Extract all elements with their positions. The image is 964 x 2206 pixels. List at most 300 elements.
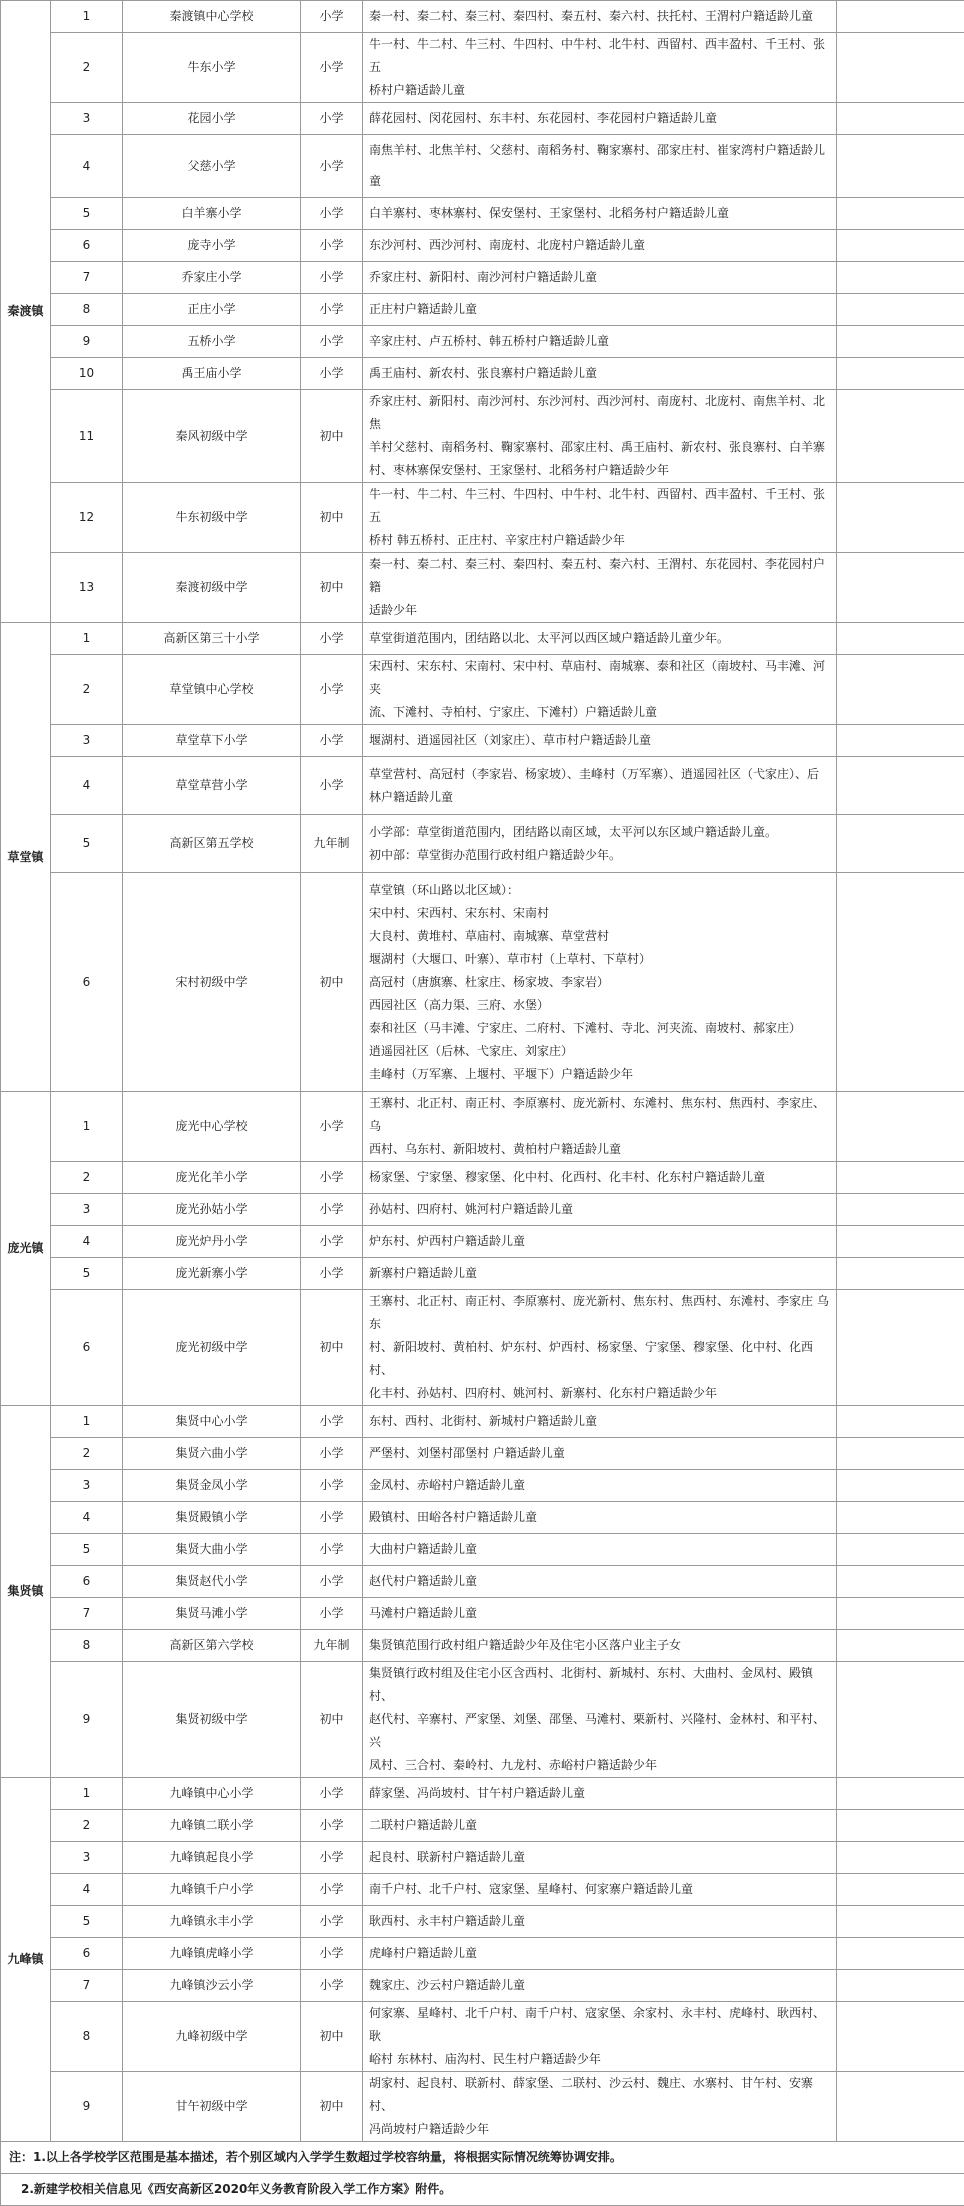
school-level-cell: 小学 <box>301 1470 363 1502</box>
scope-line: 魏家庄、沙云村户籍适龄儿童 <box>369 1970 830 2001</box>
table-row <box>1 294 964 326</box>
school-level-cell: 小学 <box>301 757 363 815</box>
enrollment-scope-cell <box>363 1598 837 1630</box>
school-name-cell: 乔家庄小学 <box>123 262 301 294</box>
row-number-cell: 4 <box>51 1502 123 1534</box>
scope-line: 赵代村、辛寨村、严家堡、刘堡、邵堡、马滩村、栗新村、兴隆村、金林村、和平村、兴 <box>369 1708 830 1754</box>
enrollment-scope-cell <box>363 198 837 230</box>
row-number-cell: 2 <box>51 1810 123 1842</box>
row-number-cell: 3 <box>51 1194 123 1226</box>
row-number-cell: 2 <box>51 1438 123 1470</box>
scope-line: 桥村 韩五桥村、正庄村、辛家庄村户籍适龄少年 <box>369 529 830 552</box>
remarks-cell <box>837 1906 964 1938</box>
enrollment-scope-cell <box>363 1438 837 1470</box>
scope-line: 乔家庄村、新阳村、南沙河村户籍适龄儿童 <box>369 262 830 293</box>
table-row <box>1 1226 964 1258</box>
remarks-cell <box>837 1778 964 1810</box>
remarks-cell <box>837 1438 964 1470</box>
enrollment-scope-cell <box>363 553 837 623</box>
remarks-cell <box>837 553 964 623</box>
scope-line: 殿镇村、田峪各村户籍适龄儿童 <box>369 1502 830 1533</box>
row-number-cell: 9 <box>51 2072 123 2142</box>
table-row <box>1 358 964 390</box>
school-name-cell: 草堂草营小学 <box>123 757 301 815</box>
scope-line: 草堂镇（环山路以北区域）： <box>369 879 830 902</box>
remarks-cell <box>837 757 964 815</box>
enrollment-scope-cell <box>363 390 837 483</box>
enrollment-scope-cell <box>363 757 837 815</box>
scope-line: 集贤镇范围行政村组户籍适龄少年及住宅小区落户业主子女 <box>369 1630 830 1661</box>
school-level-cell: 小学 <box>301 1874 363 1906</box>
scope-line: 牛一村、牛二村、牛三村、牛四村、中牛村、北牛村、西留村、西丰盈村、千王村、张五 <box>369 483 830 529</box>
enrollment-scope-cell <box>363 623 837 655</box>
school-name-cell: 庞光初级中学 <box>123 1290 301 1406</box>
scope-line: 东村、西村、北街村、新城村户籍适龄儿童 <box>369 1406 830 1437</box>
school-level-cell: 初中 <box>301 553 363 623</box>
table-row <box>1 1970 964 2002</box>
remarks-cell <box>837 1534 964 1566</box>
footnote: 2.新建学校相关信息见《西安高新区2020年义务教育阶段入学工作方案》附件。 <box>1 2174 964 2206</box>
school-name-cell: 集贤马滩小学 <box>123 1598 301 1630</box>
enrollment-scope-cell <box>363 1194 837 1226</box>
scope-line: 冯尚坡村户籍适龄少年 <box>369 2118 830 2141</box>
table-row <box>1 198 964 230</box>
remarks-cell <box>837 873 964 1092</box>
row-number-cell: 8 <box>51 1630 123 1662</box>
school-level-cell: 小学 <box>301 1 363 33</box>
scope-line: 大曲村户籍适龄儿童 <box>369 1534 830 1565</box>
row-number-cell: 5 <box>51 1258 123 1290</box>
enrollment-scope-cell <box>363 873 837 1092</box>
scope-line: 宋中村、宋西村、宋东村、宋南村 <box>369 902 830 925</box>
scope-line: 小学部：草堂街道范围内，团结路以南区域，太平河以东区域户籍适龄儿童。 <box>369 821 830 844</box>
scope-line: 堰湖村、逍遥园社区（刘家庄）、草市村户籍适龄儿童 <box>369 725 830 756</box>
enrollment-scope-cell <box>363 262 837 294</box>
school-level-cell: 小学 <box>301 1842 363 1874</box>
scope-line: 胡家村、起良村、联新村、薛家堡、二联村、沙云村、魏庄、水寨村、甘午村、安寨村、 <box>369 2072 830 2118</box>
school-level-cell: 小学 <box>301 1534 363 1566</box>
enrollment-scope-cell <box>363 1938 837 1970</box>
remarks-cell <box>837 1 964 33</box>
scope-line: 村、新阳坡村、黄柏村、炉东村、炉西村、杨家堡、宁家堡、穆家堡、化中村、化西村、 <box>369 1336 830 1382</box>
scope-line: 泰和社区（马丰滩、宁家庄、二府村、下滩村、寺北、河夹流、南坡村、郝家庄） <box>369 1017 830 1040</box>
table-row <box>1 815 964 873</box>
row-number-cell: 7 <box>51 1598 123 1630</box>
row-number-cell: 1 <box>51 1 123 33</box>
remarks-cell <box>837 1194 964 1226</box>
table-row <box>1 1162 964 1194</box>
row-number-cell: 3 <box>51 1842 123 1874</box>
row-number-cell: 4 <box>51 757 123 815</box>
remarks-cell <box>837 2002 964 2072</box>
school-name-cell: 秦渡初级中学 <box>123 553 301 623</box>
scope-line: 辛家庄村、卢五桥村、韩五桥村户籍适龄儿童 <box>369 326 830 357</box>
table-row <box>1 1438 964 1470</box>
remarks-cell <box>837 198 964 230</box>
enrollment-scope-cell <box>363 33 837 103</box>
scope-line: 薛花园村、闵花园村、东丰村、东花园村、李花园村户籍适龄儿童 <box>369 103 830 134</box>
school-name-cell: 高新区第六学校 <box>123 1630 301 1662</box>
enrollment-scope-cell <box>363 1874 837 1906</box>
school-level-cell: 小学 <box>301 1810 363 1842</box>
scope-line: 峪村 东林村、庙沟村、民生村户籍适龄少年 <box>369 2048 830 2071</box>
row-number-cell: 3 <box>51 103 123 135</box>
scope-line: 集贤镇行政村组及住宅小区含西村、北街村、新城村、东村、大曲村、金凤村、殿镇村、 <box>369 1662 830 1708</box>
enrollment-scope-cell <box>363 2002 837 2072</box>
scope-line: 西园社区（高力渠、三府、水堡） <box>369 994 830 1017</box>
row-number-cell: 4 <box>51 1874 123 1906</box>
scope-line: 西村、乌东村、新阳坡村、黄柏村户籍适龄儿童 <box>369 1138 830 1161</box>
enrollment-scope-cell <box>363 1662 837 1778</box>
school-level-cell: 小学 <box>301 1162 363 1194</box>
school-name-cell: 庞光化羊小学 <box>123 1162 301 1194</box>
school-level-cell: 小学 <box>301 1906 363 1938</box>
school-name-cell: 禹王庙小学 <box>123 358 301 390</box>
school-name-cell: 集贤大曲小学 <box>123 1534 301 1566</box>
school-level-cell: 小学 <box>301 230 363 262</box>
school-name-cell: 九峰镇沙云小学 <box>123 1970 301 2002</box>
remarks-cell <box>837 1470 964 1502</box>
scope-line: 正庄村户籍适龄儿童 <box>369 294 830 325</box>
scope-line: 严堡村、刘堡村邵堡村 户籍适龄儿童 <box>369 1438 830 1469</box>
note-row <box>1 2174 964 2206</box>
row-number-cell: 6 <box>51 230 123 262</box>
row-number-cell: 8 <box>51 2002 123 2072</box>
school-name-cell: 九峰镇起良小学 <box>123 1842 301 1874</box>
school-level-cell: 小学 <box>301 623 363 655</box>
remarks-cell <box>837 33 964 103</box>
scope-line: 化丰村、孙姑村、四府村、姚河村、新寨村、化东村户籍适龄少年 <box>369 1382 830 1405</box>
school-name-cell: 牛东初级中学 <box>123 483 301 553</box>
enrollment-scope-cell <box>363 326 837 358</box>
school-name-cell: 秦风初级中学 <box>123 390 301 483</box>
scope-line: 王寨村、北正村、南正村、李原寨村、庞光新村、东滩村、焦东村、焦西村、李家庄、乌 <box>369 1092 830 1138</box>
school-name-cell: 牛东小学 <box>123 33 301 103</box>
row-number-cell: 9 <box>51 1662 123 1778</box>
row-number-cell: 9 <box>51 326 123 358</box>
table-row <box>1 1290 964 1406</box>
school-name-cell: 高新区第五学校 <box>123 815 301 873</box>
scope-line: 金凤村、赤峪村户籍适龄儿童 <box>369 1470 830 1501</box>
scope-line: 王寨村、北正村、南正村、李原寨村、庞光新村、焦东村、焦西村、东滩村、李家庄 乌东 <box>369 1290 830 1336</box>
scope-line: 南千户村、北千户村、寇家堡、星峰村、何家寨户籍适龄儿童 <box>369 1874 830 1905</box>
table-row <box>1 2002 964 2072</box>
enrollment-scope-cell <box>363 483 837 553</box>
scope-line: 桥村户籍适龄儿童 <box>369 79 830 102</box>
table-row <box>1 1938 964 1970</box>
enrollment-scope-cell <box>363 725 837 757</box>
table-row <box>1 483 964 553</box>
school-name-cell: 正庄小学 <box>123 294 301 326</box>
enrollment-scope-cell <box>363 2072 837 2142</box>
enrollment-scope-cell <box>363 1810 837 1842</box>
school-level-cell: 小学 <box>301 655 363 725</box>
row-number-cell: 1 <box>51 1778 123 1810</box>
remarks-cell <box>837 262 964 294</box>
school-level-cell: 小学 <box>301 1092 363 1162</box>
scope-line: 东沙河村、西沙河村、南庞村、北庞村户籍适龄儿童 <box>369 230 830 261</box>
table-row <box>1 1598 964 1630</box>
remarks-cell <box>837 135 964 198</box>
remarks-cell <box>837 1502 964 1534</box>
school-name-cell: 庞光孙姑小学 <box>123 1194 301 1226</box>
scope-line: 起良村、联新村户籍适龄儿童 <box>369 1842 830 1873</box>
enrollment-scope-cell <box>363 103 837 135</box>
row-number-cell: 6 <box>51 1938 123 1970</box>
school-name-cell: 草堂草下小学 <box>123 725 301 757</box>
school-name-cell: 高新区第三十小学 <box>123 623 301 655</box>
enrollment-scope-cell <box>363 1630 837 1662</box>
remarks-cell <box>837 2072 964 2142</box>
school-level-cell: 小学 <box>301 1970 363 2002</box>
school-name-cell: 集贤殿镇小学 <box>123 1502 301 1534</box>
school-name-cell: 五桥小学 <box>123 326 301 358</box>
school-level-cell: 小学 <box>301 1938 363 1970</box>
remarks-cell <box>837 103 964 135</box>
scope-line: 流、下滩村、寺柏村、宁家庄、下滩村）户籍适龄儿童 <box>369 701 830 724</box>
enrollment-scope-cell <box>363 1092 837 1162</box>
scope-line: 凤村、三合村、秦岭村、九龙村、赤峪村户籍适龄少年 <box>369 1754 830 1777</box>
table-row <box>1 623 964 655</box>
scope-line: 炉东村、炉西村户籍适龄儿童 <box>369 1226 830 1257</box>
scope-line: 草堂营村、高冠村（李家岩、杨家坡）、圭峰村（万军寨）、逍遥园社区（弋家庄）、后 <box>369 763 830 786</box>
row-number-cell: 13 <box>51 553 123 623</box>
enrollment-scope-cell <box>363 294 837 326</box>
remarks-cell <box>837 725 964 757</box>
remarks-cell <box>837 1598 964 1630</box>
scope-line: 虎峰村户籍适龄儿童 <box>369 1938 830 1969</box>
row-number-cell: 7 <box>51 262 123 294</box>
school-name-cell: 秦渡镇中心学校 <box>123 1 301 33</box>
remarks-cell <box>837 483 964 553</box>
scope-line: 初中部：草堂街办范围行政村组户籍适龄少年。 <box>369 844 830 867</box>
row-number-cell: 4 <box>51 135 123 198</box>
row-number-cell: 1 <box>51 1406 123 1438</box>
school-name-cell: 九峰镇虎峰小学 <box>123 1938 301 1970</box>
table-row <box>1 1810 964 1842</box>
school-level-cell: 小学 <box>301 326 363 358</box>
school-level-cell: 初中 <box>301 1662 363 1778</box>
remarks-cell <box>837 1258 964 1290</box>
table-row <box>1 1842 964 1874</box>
scope-line: 赵代村户籍适龄儿童 <box>369 1566 830 1597</box>
table-row <box>1 553 964 623</box>
school-name-cell: 甘午初级中学 <box>123 2072 301 2142</box>
school-name-cell: 集贤金凤小学 <box>123 1470 301 1502</box>
school-name-cell: 集贤初级中学 <box>123 1662 301 1778</box>
school-name-cell: 九峰初级中学 <box>123 2002 301 2072</box>
town-name-cell: 集贤镇 <box>1 1406 51 1778</box>
school-level-cell: 小学 <box>301 294 363 326</box>
enrollment-scope-cell <box>363 358 837 390</box>
row-number-cell: 6 <box>51 873 123 1092</box>
table-row <box>1 1258 964 1290</box>
school-level-cell: 小学 <box>301 33 363 103</box>
scope-line: 大良村、黄堆村、草庙村、南城寨、草堂营村 <box>369 925 830 948</box>
remarks-cell <box>837 1938 964 1970</box>
enrollment-scope-cell <box>363 1534 837 1566</box>
footnote: 注：1.以上各学校学区范围是基本描述，若个别区域内入学学生数超过学校容纳量，将根据实际情况统筹协调安排。 <box>1 2142 964 2174</box>
scope-line: 二联村户籍适龄儿童 <box>369 1810 830 1841</box>
scope-line: 羊村父慈村、南稻务村、鞠家寨村、邵家庄村、禹王庙村、新农村、张良寨村、白羊寨 <box>369 436 830 459</box>
scope-line: 薛家堡、冯尚坡村、甘午村户籍适龄儿童 <box>369 1778 830 1809</box>
school-level-cell: 小学 <box>301 1194 363 1226</box>
scope-line: 白羊寨村、枣林寨村、保安堡村、王家堡村、北稻务村户籍适龄儿童 <box>369 198 830 229</box>
table-row <box>1 326 964 358</box>
scope-line: 村、枣林寨保安堡村、王家堡村、北稻务村户籍适龄少年 <box>369 459 830 482</box>
school-level-cell: 小学 <box>301 1258 363 1290</box>
table-row <box>1 1 964 33</box>
remarks-cell <box>837 1092 964 1162</box>
remarks-cell <box>837 1810 964 1842</box>
scope-line: 禹王庙村、新农村、张良寨村户籍适龄儿童 <box>369 358 830 389</box>
table-row <box>1 655 964 725</box>
enrollment-scope-cell <box>363 1 837 33</box>
scope-line: 南焦羊村、北焦羊村、父慈村、南稻务村、鞠家寨村、邵家庄村、崔家湾村户籍适龄儿童 <box>369 135 830 197</box>
scope-line: 秦一村、秦二村、秦三村、秦四村、秦五村、秦六村、王渭村、东花园村、李花园村户籍 <box>369 553 830 599</box>
remarks-cell <box>837 655 964 725</box>
remarks-cell <box>837 390 964 483</box>
school-level-cell: 小学 <box>301 725 363 757</box>
scope-line: 林户籍适龄儿童 <box>369 786 830 809</box>
school-level-cell: 九年制 <box>301 1630 363 1662</box>
scope-line: 堰湖村（大堰口、叶寨）、草市村（上草村、下草村） <box>369 948 830 971</box>
row-number-cell: 1 <box>51 623 123 655</box>
row-number-cell: 6 <box>51 1290 123 1406</box>
remarks-cell <box>837 815 964 873</box>
table-row <box>1 1470 964 1502</box>
table-row <box>1 1534 964 1566</box>
remarks-cell <box>837 1874 964 1906</box>
enrollment-scope-cell <box>363 135 837 198</box>
table-row <box>1 1092 964 1162</box>
row-number-cell: 2 <box>51 655 123 725</box>
note-row <box>1 2142 964 2174</box>
school-name-cell: 宋村初级中学 <box>123 873 301 1092</box>
school-level-cell: 小学 <box>301 1598 363 1630</box>
enrollment-scope-cell <box>363 1502 837 1534</box>
table-row <box>1 103 964 135</box>
table-row <box>1 1778 964 1810</box>
table-row <box>1 1662 964 1778</box>
school-level-cell: 小学 <box>301 262 363 294</box>
school-level-cell: 初中 <box>301 1290 363 1406</box>
scope-line: 秦一村、秦二村、秦三村、秦四村、秦五村、秦六村、扶托村、王渭村户籍适龄儿童 <box>369 1 830 32</box>
school-level-cell: 小学 <box>301 103 363 135</box>
enrollment-scope-cell <box>363 1226 837 1258</box>
remarks-cell <box>837 1566 964 1598</box>
row-number-cell: 5 <box>51 1906 123 1938</box>
school-level-cell: 初中 <box>301 483 363 553</box>
enrollment-scope-cell <box>363 1258 837 1290</box>
enrollment-scope-cell <box>363 1470 837 1502</box>
school-name-cell: 庞光中心学校 <box>123 1092 301 1162</box>
row-number-cell: 2 <box>51 33 123 103</box>
table-row <box>1 1566 964 1598</box>
town-name-cell: 九峰镇 <box>1 1778 51 2142</box>
row-number-cell: 3 <box>51 725 123 757</box>
remarks-cell <box>837 1226 964 1258</box>
school-name-cell: 父慈小学 <box>123 135 301 198</box>
scope-line: 耿西村、永丰村户籍适龄儿童 <box>369 1906 830 1937</box>
remarks-cell <box>837 326 964 358</box>
table-row <box>1 390 964 483</box>
scope-line: 圭峰村（万军寨、上堰村、平堰下）户籍适龄少年 <box>369 1063 830 1086</box>
remarks-cell <box>837 1970 964 2002</box>
table-row <box>1 1630 964 1662</box>
school-level-cell: 小学 <box>301 135 363 198</box>
enrollment-scope-cell <box>363 1290 837 1406</box>
school-level-cell: 初中 <box>301 390 363 483</box>
school-name-cell: 白羊寨小学 <box>123 198 301 230</box>
table-row <box>1 1194 964 1226</box>
school-name-cell: 九峰镇中心小学 <box>123 1778 301 1810</box>
scope-line: 适龄少年 <box>369 599 830 622</box>
school-level-cell: 小学 <box>301 198 363 230</box>
scope-line: 逍遥园社区（后林、弋家庄、刘家庄） <box>369 1040 830 1063</box>
row-number-cell: 8 <box>51 294 123 326</box>
school-name-cell: 庞光新寨小学 <box>123 1258 301 1290</box>
row-number-cell: 1 <box>51 1092 123 1162</box>
table-row <box>1 757 964 815</box>
table-row <box>1 33 964 103</box>
school-name-cell: 草堂镇中心学校 <box>123 655 301 725</box>
school-name-cell: 集贤赵代小学 <box>123 1566 301 1598</box>
table-row <box>1 1906 964 1938</box>
school-level-cell: 初中 <box>301 2002 363 2072</box>
enrollment-scope-cell <box>363 1842 837 1874</box>
remarks-cell <box>837 294 964 326</box>
enrollment-scope-cell <box>363 1906 837 1938</box>
remarks-cell <box>837 1662 964 1778</box>
town-name-cell: 草堂镇 <box>1 623 51 1092</box>
row-number-cell: 5 <box>51 1534 123 1566</box>
remarks-cell <box>837 1842 964 1874</box>
table-row <box>1 2072 964 2142</box>
enrollment-scope-cell <box>363 815 837 873</box>
table-row <box>1 262 964 294</box>
table-row <box>1 873 964 1092</box>
table-row <box>1 1502 964 1534</box>
table-row <box>1 1406 964 1438</box>
row-number-cell: 6 <box>51 1566 123 1598</box>
row-number-cell: 4 <box>51 1226 123 1258</box>
row-number-cell: 3 <box>51 1470 123 1502</box>
school-name-cell: 庞寺小学 <box>123 230 301 262</box>
school-level-cell: 初中 <box>301 2072 363 2142</box>
scope-line: 杨家堡、宁家堡、穆家堡、化中村、化西村、化丰村、化东村户籍适龄儿童 <box>369 1162 830 1193</box>
table-row <box>1 1874 964 1906</box>
table-row <box>1 230 964 262</box>
row-number-cell: 5 <box>51 815 123 873</box>
school-level-cell: 小学 <box>301 1502 363 1534</box>
scope-line: 高冠村（唐旗寨、杜家庄、杨家坡、李家岩） <box>369 971 830 994</box>
remarks-cell <box>837 358 964 390</box>
school-name-cell: 庞光炉丹小学 <box>123 1226 301 1258</box>
remarks-cell <box>837 1630 964 1662</box>
school-name-cell: 集贤中心小学 <box>123 1406 301 1438</box>
school-level-cell: 小学 <box>301 1438 363 1470</box>
scope-line: 马滩村户籍适龄儿童 <box>369 1598 830 1629</box>
enrollment-scope-cell <box>363 1970 837 2002</box>
table-row <box>1 135 964 198</box>
remarks-cell <box>837 230 964 262</box>
table-row <box>1 725 964 757</box>
scope-line: 乔家庄村、新阳村、南沙河村、东沙河村、西沙河村、南庞村、北庞村、南焦羊村、北焦 <box>369 390 830 436</box>
enrollment-scope-cell <box>363 1778 837 1810</box>
scope-line: 孙姑村、四府村、姚河村户籍适龄儿童 <box>369 1194 830 1225</box>
scope-line: 宋西村、宋东村、宋南村、宋中村、草庙村、南城寨、泰和社区（南坡村、马丰滩、河夹 <box>369 655 830 701</box>
